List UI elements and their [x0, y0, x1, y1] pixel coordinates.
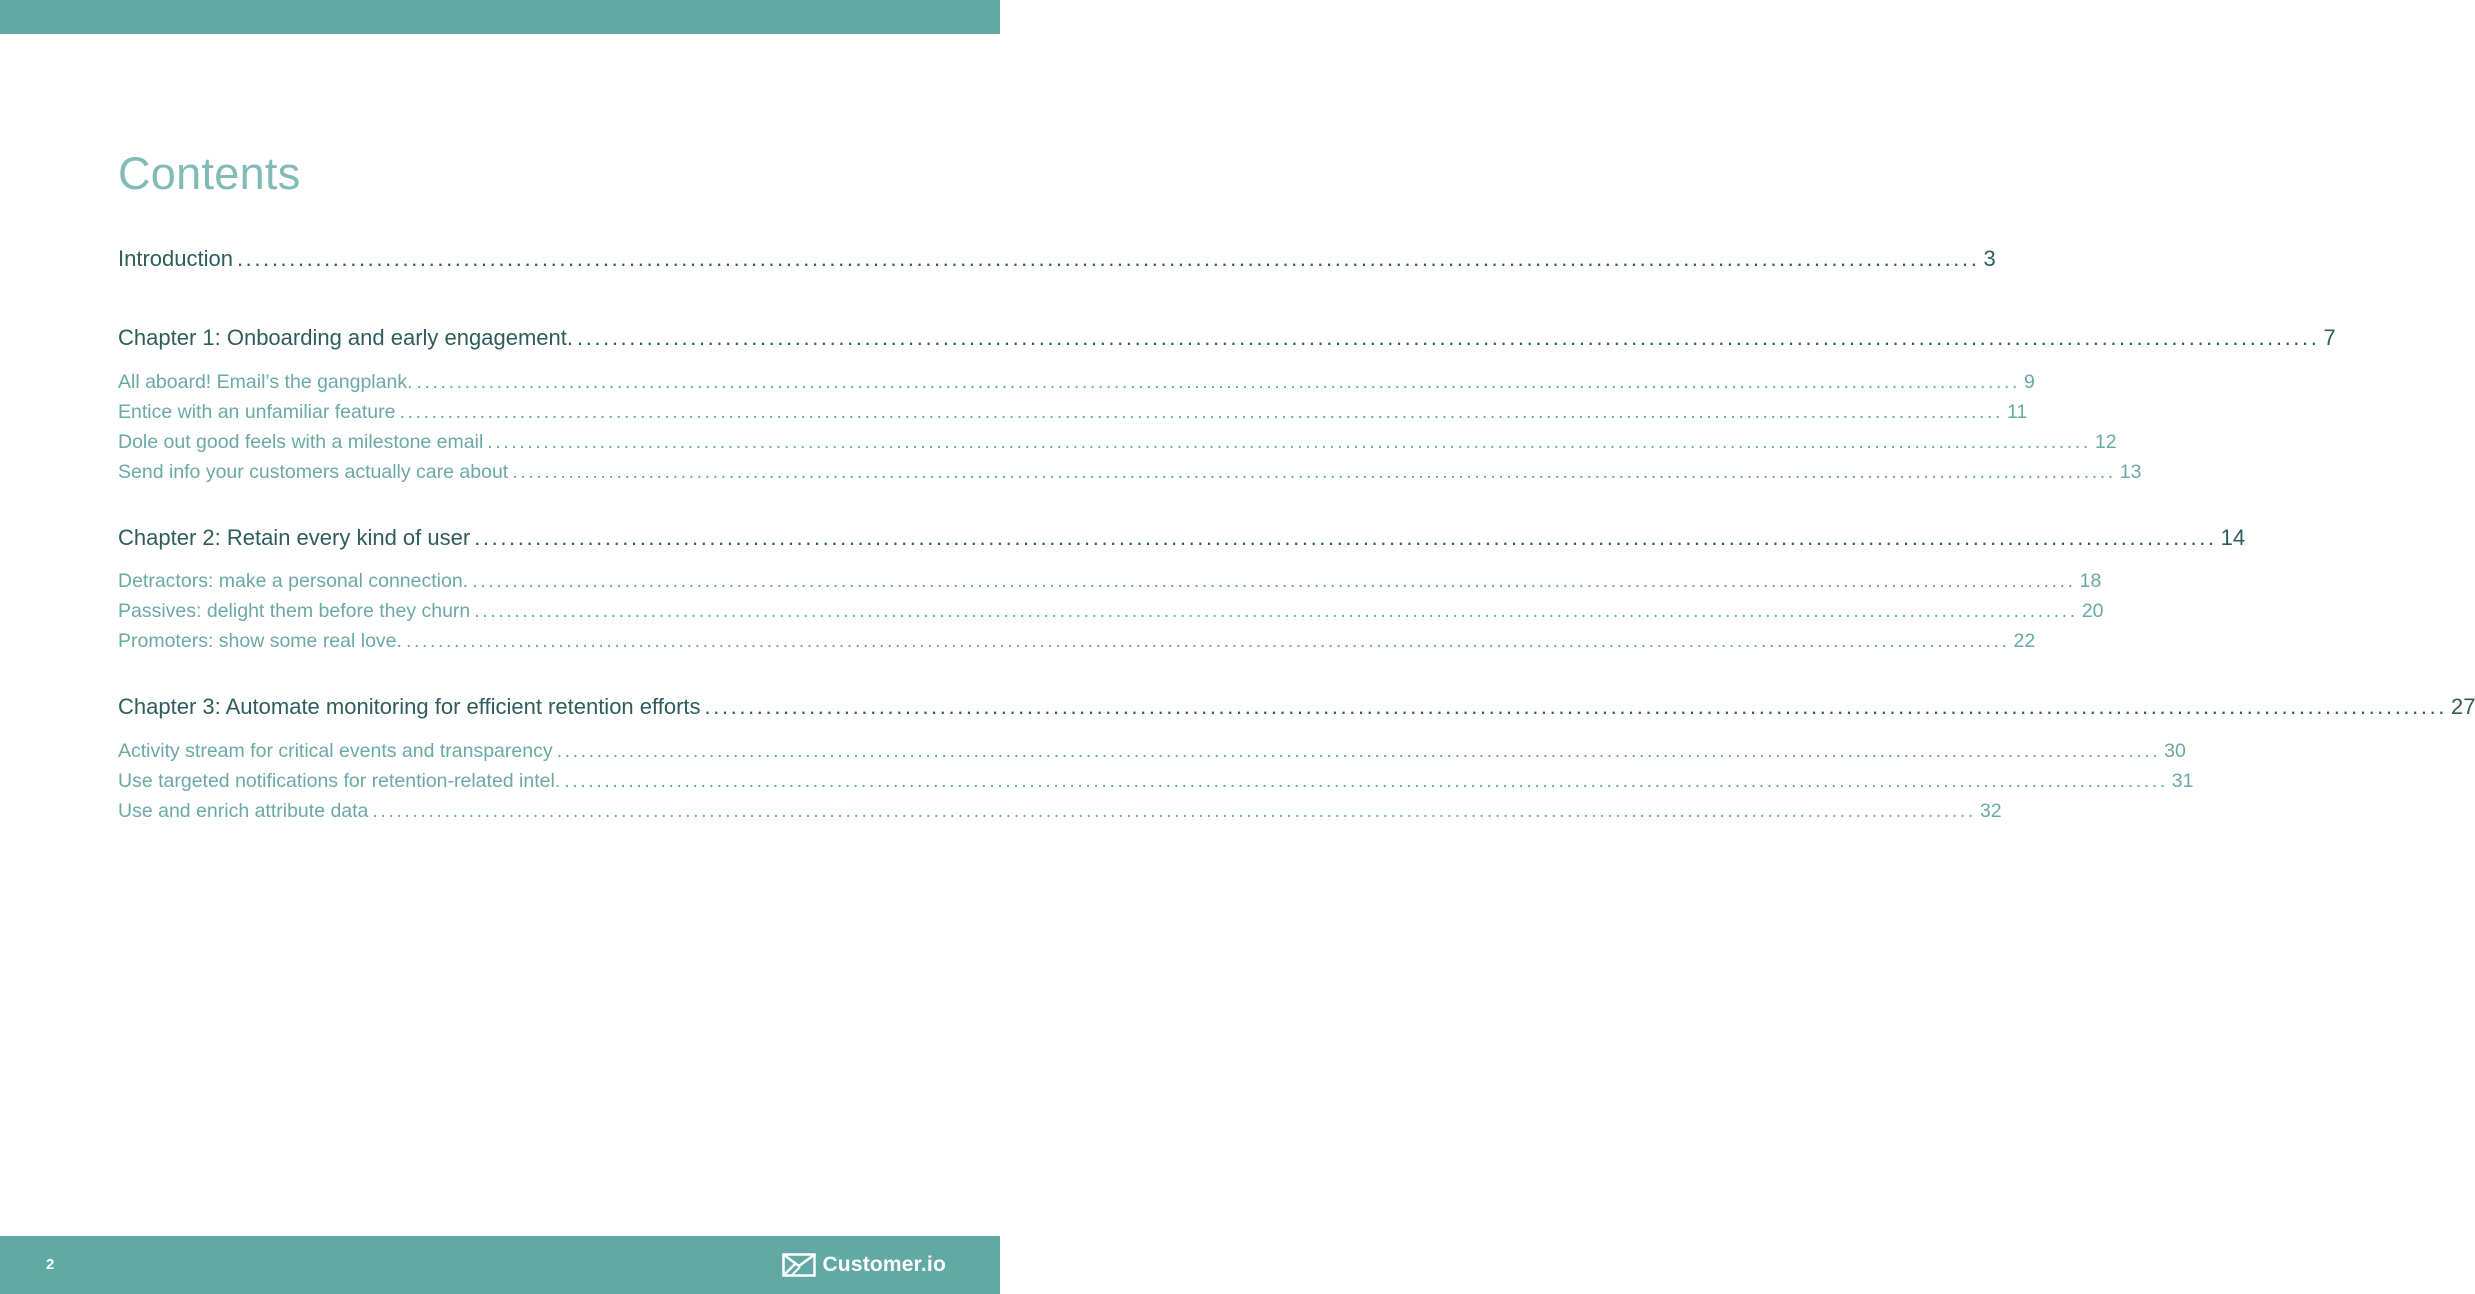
toc-entry-page: 13 [2119, 461, 2142, 483]
toc-entry-label: Dole out good feels with a milestone email [118, 431, 484, 453]
dot-leader: ........................................................................................................................................................................................................ [487, 431, 2091, 453]
toc-entry-label: Passives: delight them before they churn [118, 600, 471, 622]
toc-entry-label: Introduction [118, 246, 233, 271]
toc-entry-section[interactable] [118, 371, 2035, 394]
brand-name: Customer.io [822, 1253, 946, 1276]
toc-entry-label: Entice with an unfamiliar feature [118, 401, 396, 423]
dot-leader: ........................................................................................................................................................................................................ [474, 600, 2078, 622]
dot-leader: ........................................................................................................................................................................................................ [556, 740, 2161, 762]
toc-entry-page: 7 [2323, 325, 2336, 350]
toc-entry-section[interactable] [118, 800, 2002, 823]
toc-entry-chapter-1[interactable] [118, 325, 2336, 351]
envelope-logo-icon [782, 1253, 816, 1277]
toc-entry-label: Use targeted notifications for retention-related intel. [118, 770, 561, 792]
toc-entry-section[interactable] [118, 461, 2142, 484]
toc-entry-page: 27 [2451, 694, 2475, 719]
dot-leader: ........................................................................................................................................................................................................ [372, 800, 1976, 822]
brand-logo [782, 1250, 946, 1280]
toc-entry-label: Detractors: make a personal connection. [118, 570, 469, 592]
table-of-contents [118, 0, 2475, 900]
toc-entry-page: 30 [2164, 740, 2186, 762]
toc-entry-page: 31 [2171, 770, 2194, 792]
toc-entry-label: All aboard! Email’s the gangplank. [118, 371, 413, 393]
toc-entry-page: 14 [2220, 525, 2246, 550]
toc-entry-chapter-3[interactable] [118, 694, 2475, 720]
dot-leader: ........................................................................................................................................................................................................ [472, 570, 2076, 592]
toc-entry-label: Use and enrich attribute data [118, 800, 369, 822]
toc-entry-label: Send info your customers actually care about [118, 461, 509, 483]
toc-entry-section[interactable] [118, 740, 2186, 763]
dot-leader: ........................................................................................................................................................................................................ [399, 401, 2004, 423]
toc-entry-section[interactable] [118, 600, 2104, 623]
toc-entry-label: Promoters: show some real love. [118, 630, 402, 652]
dot-leader: ........................................................................................................................................................................................................ [405, 630, 2010, 652]
dot-leader: ........................................................................................................................................................................................................ [704, 694, 2447, 719]
toc-entry-label: Chapter 2: Retain every kind of user [118, 525, 471, 550]
dot-leader: ........................................................................................................................................................................................................ [564, 770, 2168, 792]
toc-entry-page: 20 [2081, 600, 2104, 622]
toc-entry-chapter-2[interactable] [118, 525, 2246, 551]
toc-entry-section[interactable] [118, 431, 2117, 454]
dot-leader: ........................................................................................................................................................................................................ [512, 461, 2116, 483]
toc-entry-page: 18 [2079, 570, 2102, 592]
dot-leader: ........................................................................................................................................................................................................ [416, 371, 2021, 393]
toc-entry-page: 11 [2007, 401, 2028, 423]
dot-leader: ........................................................................................................................................................................................................ [474, 525, 2217, 550]
toc-entry-section[interactable] [118, 770, 2194, 793]
toc-entry-label: Chapter 3: Automate monitoring for efficient retention efforts [118, 694, 701, 719]
toc-entry-label: Activity stream for critical events and transparency [118, 740, 553, 762]
toc-entry-section[interactable] [118, 570, 2102, 593]
toc-entry-section[interactable] [118, 630, 2036, 653]
dot-leader: ........................................................................................................................................................................................................ [576, 325, 2320, 350]
page-number: 2 [46, 1256, 55, 1273]
toc-entry-section[interactable] [118, 401, 2028, 424]
footer-bar [0, 1236, 1000, 1294]
toc-entry-page: 22 [2013, 630, 2036, 652]
page-title: Contents [118, 148, 301, 199]
dot-leader: ........................................................................................................................................................................................................ [236, 246, 1980, 271]
toc-entry-page: 12 [2094, 431, 2117, 453]
toc-entry-label: Chapter 1: Onboarding and early engagement. [118, 325, 573, 350]
toc-entry-page: 32 [1979, 800, 2002, 822]
toc-entry-page: 3 [1983, 246, 1996, 271]
toc-entry-page: 9 [2024, 371, 2035, 393]
toc-entry-introduction[interactable] [118, 246, 1996, 272]
